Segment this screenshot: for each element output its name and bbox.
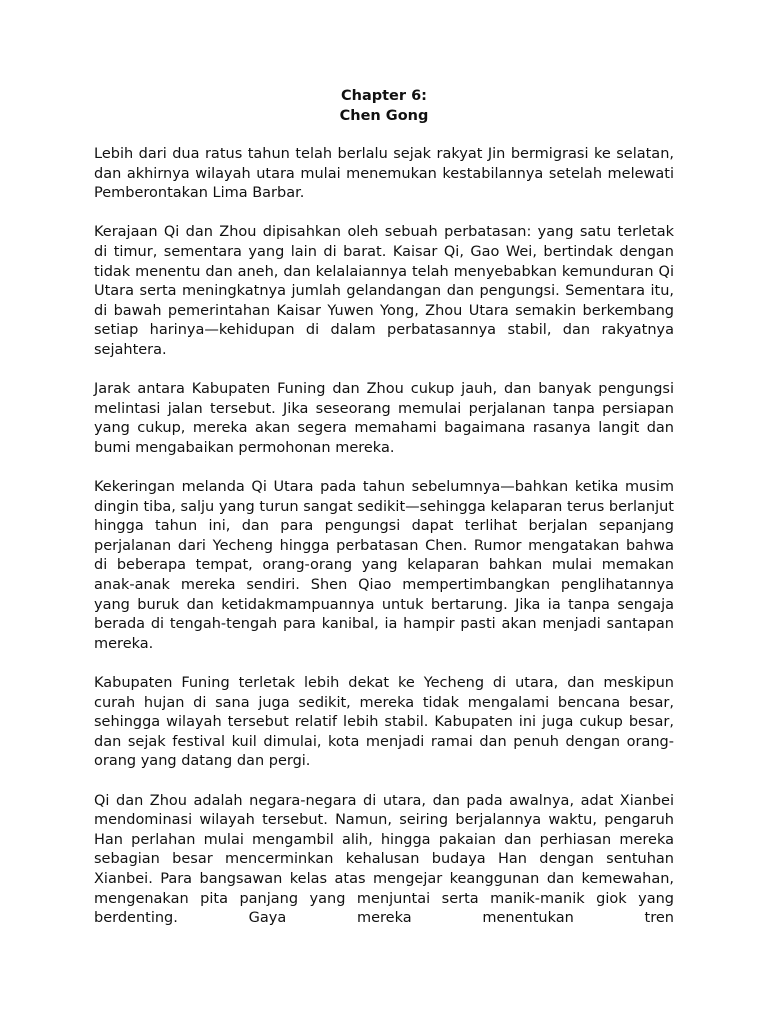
paragraph-6: Qi dan Zhou adalah negara-negara di utara, dan pada awalnya, adat Xianbei mendominasi wilayah tersebut. Namun, seiring berjalannya waktu, pengaruh Han perlahan mulai mengambil alih, hingga pakaian dan perhiasan mereka sebagian besar mencerminkan kehalusan budaya Han dengan sentuhan Xianbei. Para bangsawan kelas atas mengejar keanggunan dan kemewahan, mengenakan pita panjang yang menjuntai serta manik-manik giok yang berdenting. Gaya mereka menentukan tren <box>94 792 674 927</box>
chapter-title: Chen Gong <box>339 108 429 124</box>
chapter-body <box>94 145 674 948</box>
paragraph-5: Kabupaten Funing terletak lebih dekat ke Yecheng di utara, dan meskipun curah hujan di sana juga sedikit, mereka tidak mengalami bencana besar, sehingga wilayah tersebut relatif lebih stabil. Kabupaten ini juga cukup besar, dan sejak festival kuil dimulai, kota menjadi ramai dan penuh dengan orang-orang yang datang dan pergi. <box>94 675 674 770</box>
paragraph-4: Kekeringan melanda Qi Utara pada tahun sebelumnya—bahkan ketika musim dingin tiba, salju yang turun sangat sedikit—sehingga kelaparan terus berlanjut hingga tahun ini, dan para pengungsi dapat terlihat berjalan sepanjang perjalanan dari Yecheng hingga perbatasan Chen. Rumor mengatakan bahwa di beberapa tempat, orang-orang yang kelaparan bahkan mulai memakan anak-anak mereka sendiri. Shen Qiao mempertimbangkan penglihatannya yang buruk dan ketidakmampuannya untuk bertarung. Jika ia tanpa sengaja berada di tengah-tengah para kanibal, ia hampir pasti akan menjadi santapan mereka. <box>94 479 674 652</box>
chapter-number: Chapter 6: <box>341 88 427 104</box>
paragraph-3: Jarak antara Kabupaten Funing dan Zhou cukup jauh, dan banyak pengungsi melintasi jalan tersebut. Jika seseorang memulai perjalanan tanpa persiapan yang cukup, mereka akan segera memahami bagaimana rasanya langit dan bumi mengabaikan permohonan mereka. <box>94 381 674 456</box>
chapter-heading <box>0 86 768 126</box>
paragraph-2: Kerajaan Qi dan Zhou dipisahkan oleh sebuah perbatasan: yang satu terletak di timur, sementara yang lain di barat. Kaisar Qi, Gao Wei, bertindak dengan tidak menentu dan aneh, dan kelalaiannya telah menyebabkan kemunduran Qi Utara serta meningkatnya jumlah gelandangan dan pengungsi. Sementara itu, di bawah pemerintahan Kaisar Yuwen Yong, Zhou Utara semakin berkembang setiap harinya—kehidupan di dalam perbatasannya stabil, dan rakyatnya sejahtera. <box>94 224 674 358</box>
paragraph-1: Lebih dari dua ratus tahun telah berlalu sejak rakyat Jin bermigrasi ke selatan, dan akhirnya wilayah utara mulai menemukan kestabilannya setelah melewati Pemberontakan Lima Barbar. <box>94 146 674 202</box>
